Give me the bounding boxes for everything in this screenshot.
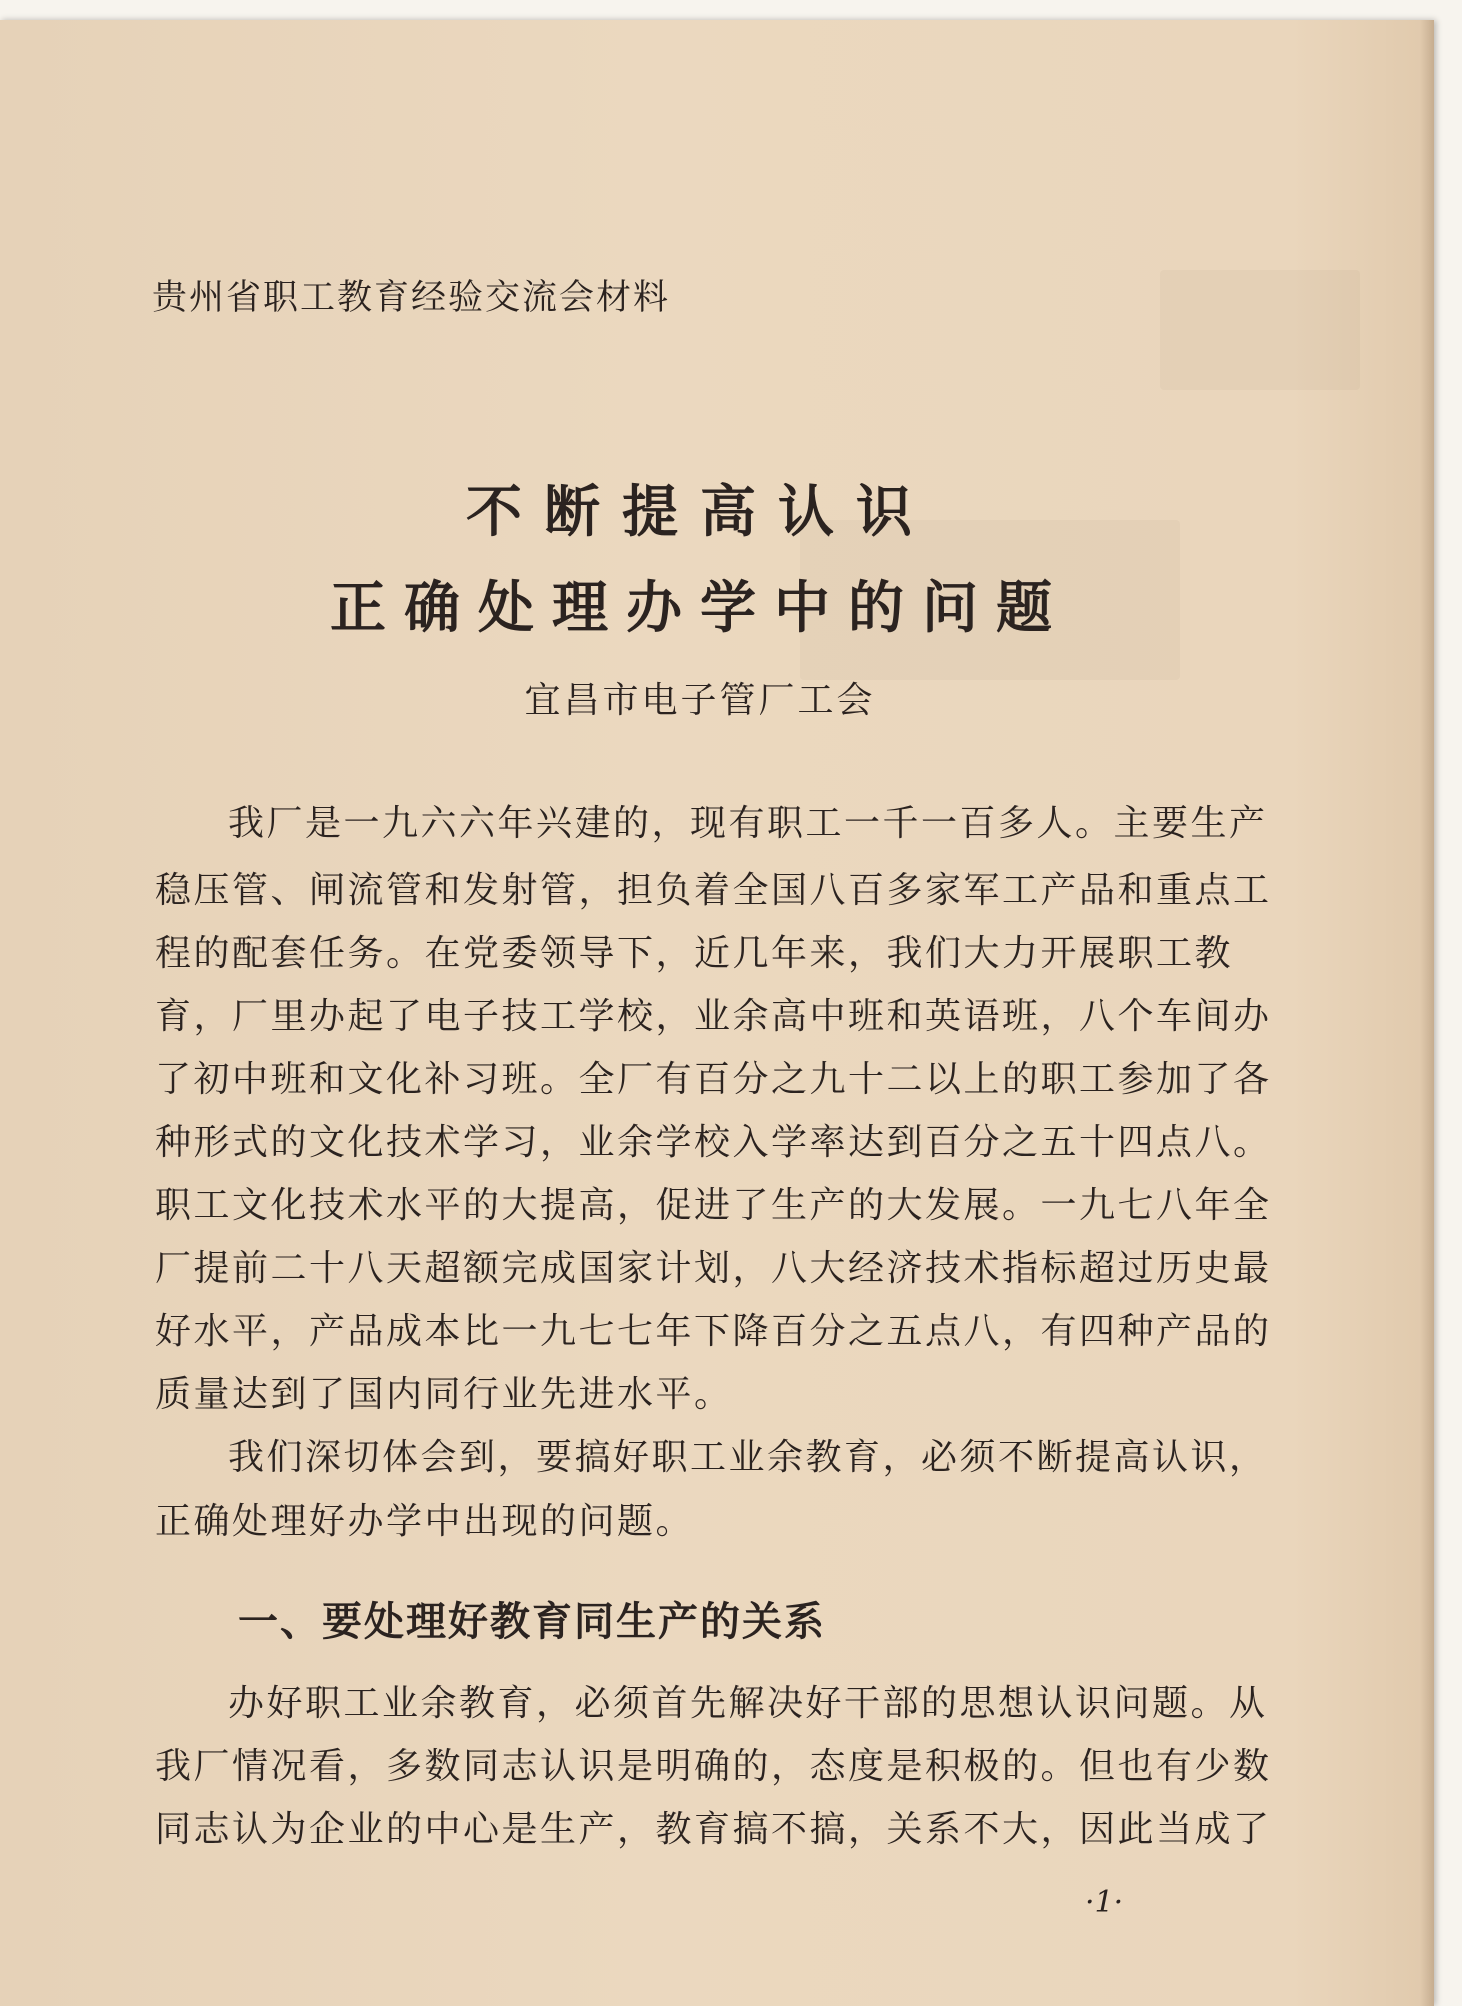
- paragraph-line: 同志认为企业的中心是生产，教育搞不搞，关系不大，因此当成了: [155, 1809, 1272, 1850]
- paragraph-line: 我厂情况看，多数同志认识是明确的，态度是积极的。但也有少数: [155, 1746, 1272, 1787]
- paragraph-line: 稳压管、闸流管和发射管，担负着全国八百多家军工产品和重点工: [155, 870, 1272, 911]
- paragraph-line: 正确处理好办学中出现的问题。: [155, 1501, 695, 1542]
- paragraph-line: 育，厂里办起了电子技工学校，业余高中班和英语班，八个车间办: [155, 996, 1272, 1037]
- paragraph-line: 质量达到了国内同行业先进水平。: [155, 1374, 733, 1415]
- sheet-edge-shadow: [1420, 20, 1434, 2006]
- paragraph-line: 我们深切体会到，要搞好职工业余教育，必须不断提高认识，: [228, 1437, 1268, 1478]
- paragraph-line: 程的配套任务。在党委领导下，近几年来，我们大力开展职工教: [155, 933, 1234, 974]
- title-line-1: 不断提高认识: [466, 480, 934, 545]
- paragraph-line: 职工文化技术水平的大提高，促进了生产的大发展。一九七八年全: [155, 1185, 1272, 1226]
- paragraph-line: 办好职工业余教育，必须首先解决好干部的思想认识问题。从: [228, 1683, 1268, 1724]
- author-line: 宜昌市电子管厂工会: [524, 680, 876, 721]
- paragraph-line: 厂提前二十八天超额完成国家计划，八大经济技术指标超过历史最: [155, 1248, 1272, 1289]
- title-line-2: 正确处理办学中的问题: [330, 576, 1070, 641]
- paper-stain: [1160, 270, 1360, 390]
- section-heading: 一、要处理好教育同生产的关系: [238, 1599, 826, 1645]
- paper-sheet: [0, 20, 1434, 2006]
- header-label: 贵州省职工教育经验交流会材料: [152, 278, 671, 318]
- paragraph-line: 了初中班和文化补习班。全厂有百分之九十二以上的职工参加了各: [155, 1059, 1272, 1100]
- page-number: ·1·: [1085, 1885, 1124, 1920]
- paragraph-line: 种形式的文化技术学习，业余学校入学率达到百分之五十四点八。: [155, 1122, 1272, 1163]
- paragraph-line: 我厂是一九六六年兴建的，现有职工一千一百多人。主要生产: [228, 803, 1268, 844]
- paragraph-line: 好水平，产品成本比一九七七年下降百分之五点八，有四种产品的: [155, 1311, 1272, 1352]
